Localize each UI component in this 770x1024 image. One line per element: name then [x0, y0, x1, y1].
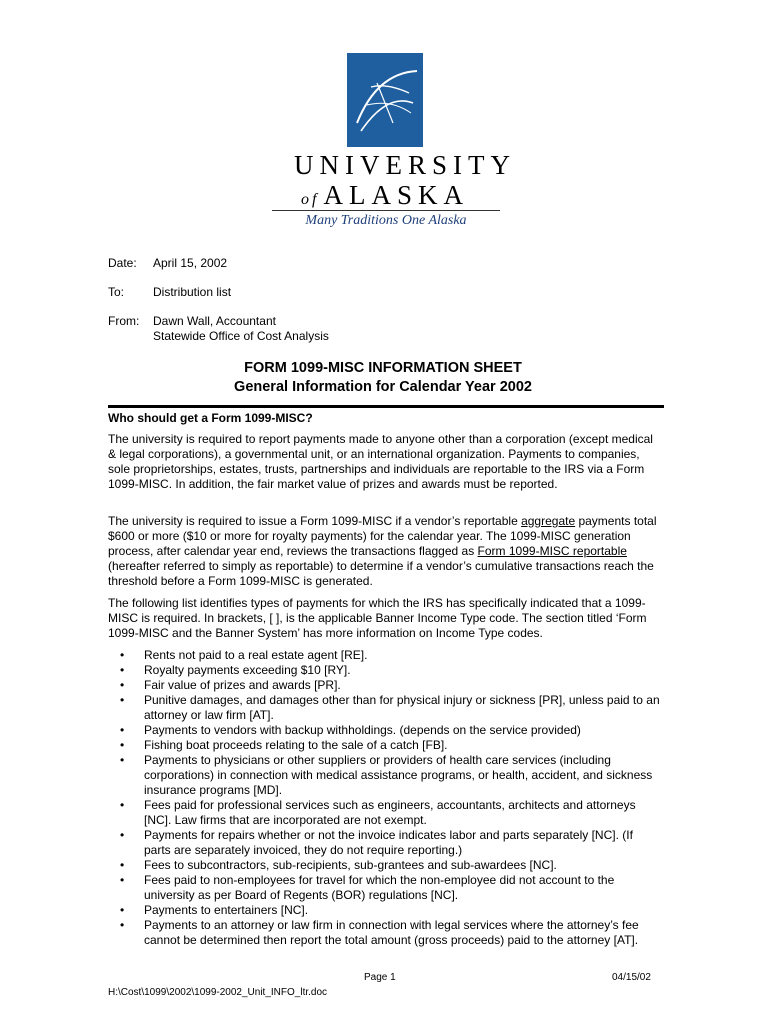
list-item: • Rents not paid to a real estate agent [RE]. — [108, 648, 660, 663]
footer-date: 04/15/02 — [612, 972, 651, 983]
paragraph-2 — [108, 514, 658, 589]
p2-underline-aggregate: aggregate — [521, 514, 576, 528]
page-subtitle: General Information for Calendar Year 2002 — [234, 379, 532, 395]
university-logo-emblem — [347, 53, 423, 147]
file-path: H:\Cost\1099\2002\1099-2002_Unit_INFO_ltr.doc — [108, 987, 328, 998]
from-label: From: — [108, 314, 140, 328]
logo-tagline: Many Traditions One Alaska — [305, 213, 467, 228]
list-item: • Fees to subcontractors, sub-recipients, sub-grantees and sub-awardees [NC]. — [108, 858, 660, 873]
p2-text-b: payments total $600 or more ($10 or more for royalty payments) for the calendar year. The 1099-MISC generation process, after calendar year end, reviews the transactions flagged as — [108, 514, 657, 558]
list-item: • Royalty payments exceeding $10 [RY]. — [108, 663, 660, 678]
list-item: • Payments to an attorney or law firm in connection with legal services where the attorney’s fee cannot be determined then report the total amount (gross proceeds) paid to the attorney [AT]. — [108, 918, 660, 948]
date-label: Date: — [108, 256, 137, 270]
payment-types-list — [108, 648, 660, 948]
to-value: Distribution list — [153, 285, 232, 299]
from-office: Statewide Office of Cost Analysis — [153, 329, 329, 343]
logo-university-text: UNIVERSITY — [294, 150, 516, 180]
p2-text-c: (hereafter referred to simply as reportable) to determine if a vendor’s cumulative transactions reach the threshold before a Form 1099-MISC is generated. — [108, 559, 654, 588]
p2-text-a: The university is required to issue a Form 1099-MISC if a vendor’s reportable — [108, 514, 522, 528]
list-item: • Fees paid for professional services such as engineers, accountants, architects and attorneys [NC]. Law firms that are incorporated are not exempt. — [108, 798, 660, 828]
p2-underline-reportable: Form 1099-MISC reportable — [477, 544, 627, 558]
from-name: Dawn Wall, Accountant — [153, 314, 276, 328]
paragraph-1: The university is required to report payments made to anyone other than a corporation (except medical & legal corporations), a governmental unit, or an international organization. Payments to companies, sole proprietorships, estates, trusts, partnerships and individuals are reportable to the IRS via a Form 1099-MISC. In addition, the fair market value of prizes and awards must be reported. — [108, 432, 653, 491]
date-value: April 15, 2002 — [153, 256, 228, 270]
page-title: FORM 1099-MISC INFORMATION SHEET — [244, 360, 522, 376]
logo-divider — [272, 210, 500, 211]
page-number: Page 1 — [364, 972, 396, 983]
list-item: • Payments to physicians or other suppliers or providers of health care services (including corporations) in connection with medical assistance programs, or health, accident, and sickness insurance programs [MD]. — [108, 753, 660, 798]
list-item: • Payments to entertainers [NC]. — [108, 903, 660, 918]
section-rule — [108, 405, 664, 408]
list-item: • Fees paid to non-employees for travel for which the non-employee did not account to the university as per Board of Regents (BOR) regulations [NC]. — [108, 873, 660, 903]
section-heading: Who should get a Form 1099-MISC? — [108, 411, 313, 425]
list-item: • Payments for repairs whether or not the invoice indicates labor and parts separately [NC]. (If parts are separately invoiced, they do not require reporting.) — [108, 828, 660, 858]
list-item: • Punitive damages, and damages other than for physical injury or sickness [PR], unless paid to an attorney or law firm [AT]. — [108, 693, 660, 723]
compass-swirl-icon — [347, 53, 423, 147]
list-item: • Payments to vendors with backup withholdings. (depends on the service provided) — [108, 723, 660, 738]
paragraph-3: The following list identifies types of payments for which the IRS has specifically indicated that a 1099-MISC is required. In brackets, [ ], is the applicable Banner Income Type code. The section titled ‘Form 1099-MISC and the Banner System’ has more information on Income Type codes. — [108, 596, 647, 640]
logo-alaska-text: ALASKA — [323, 180, 469, 210]
to-label: To: — [108, 285, 125, 299]
logo-alaska-line — [270, 180, 500, 211]
logo-of-text: of — [301, 191, 320, 208]
list-item: • Fishing boat proceeds relating to the sale of a catch [FB]. — [108, 738, 660, 753]
list-item: • Fair value of prizes and awards [PR]. — [108, 678, 660, 693]
